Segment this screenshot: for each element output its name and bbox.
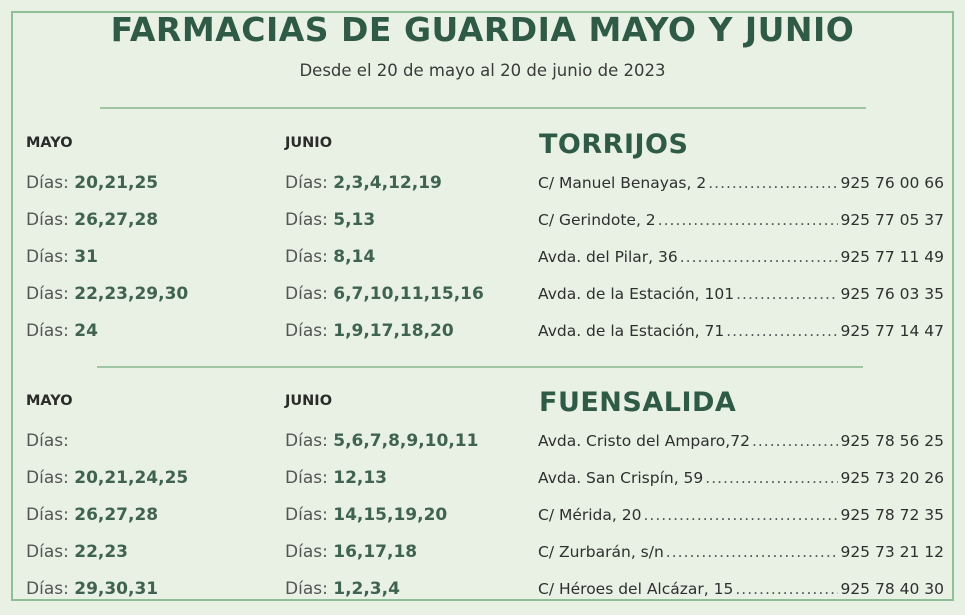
dot-leader — [726, 322, 838, 340]
town-name: TORRIJOS — [539, 129, 689, 160]
dot-leader — [658, 211, 839, 229]
days-label: Días: — [26, 247, 69, 267]
town-name: FUENSALIDA — [539, 387, 737, 418]
pharmacy-row — [538, 580, 944, 598]
june-days-value: 8,14 — [333, 247, 376, 267]
dot-leader — [708, 174, 838, 192]
days-label: Días: — [26, 505, 69, 525]
june-days-row — [285, 173, 442, 193]
pharmacy-address: Avda. de la Estación, 71 — [538, 322, 725, 340]
page-subtitle: Desde el 20 de mayo al 20 de junio de 2023 — [299, 61, 666, 80]
pharmacy-row — [538, 174, 944, 192]
may-days-row — [26, 468, 188, 488]
days-label: Días: — [285, 468, 328, 488]
may-days-value: 24 — [74, 321, 98, 341]
june-days-row — [285, 321, 454, 341]
pharmacy-address: Avda. de la Estación, 101 — [538, 285, 735, 303]
pharmacy-address: C/ Manuel Benayas, 2 — [538, 174, 707, 192]
days-label: Días: — [26, 210, 69, 230]
dot-leader — [752, 432, 839, 450]
dot-leader — [735, 580, 838, 598]
june-days-value: 6,7,10,11,15,16 — [333, 284, 484, 304]
dot-leader — [643, 506, 838, 524]
june-days-value: 1,2,3,4 — [333, 579, 400, 599]
pharmacy-address: Avda. San Crispín, 59 — [538, 469, 704, 487]
june-days-value: 16,17,18 — [333, 542, 418, 562]
pharmacy-row — [538, 543, 944, 561]
pharmacy-row — [538, 285, 944, 303]
days-label: Días: — [26, 579, 69, 599]
pharmacy-row — [538, 432, 944, 450]
june-days-value: 12,13 — [333, 468, 388, 488]
may-days-value: 31 — [74, 247, 98, 267]
days-label: Días: — [26, 431, 69, 451]
may-days-value: 20,21,24,25 — [74, 468, 189, 488]
may-days-value: 22,23,29,30 — [74, 284, 189, 304]
pharmacy-address: Avda. Cristo del Amparo,72 — [538, 432, 750, 450]
pharmacy-row — [538, 469, 944, 487]
pharmacy-phone: 925 78 56 25 — [840, 432, 944, 450]
days-label: Días: — [285, 505, 328, 525]
june-days-row — [285, 431, 478, 451]
may-days-row — [26, 505, 158, 525]
days-label: Días: — [26, 321, 69, 341]
june-days-row — [285, 210, 375, 230]
june-column-header: JUNIO — [285, 393, 333, 409]
dot-leader — [666, 543, 839, 561]
days-label: Días: — [285, 321, 328, 341]
may-days-value: 20,21,25 — [74, 173, 159, 193]
days-label: Días: — [285, 284, 328, 304]
june-days-row — [285, 505, 447, 525]
pharmacy-phone: 925 78 40 30 — [840, 580, 944, 598]
pharmacy-phone: 925 77 14 47 — [840, 322, 944, 340]
may-days-row — [26, 284, 188, 304]
june-days-row — [285, 579, 400, 599]
pharmacy-phone: 925 77 11 49 — [840, 248, 944, 266]
pharmacy-phone: 925 73 20 26 — [840, 469, 944, 487]
days-label: Días: — [285, 431, 328, 451]
may-days-value: 29,30,31 — [74, 579, 159, 599]
pharmacy-address: C/ Mérida, 20 — [538, 506, 642, 524]
may-column-header: MAYO — [26, 393, 73, 409]
may-days-row — [26, 542, 128, 562]
may-days-row — [26, 321, 98, 341]
days-label: Días: — [285, 579, 328, 599]
pharmacy-phone: 925 77 05 37 — [840, 211, 944, 229]
may-days-row — [26, 247, 98, 267]
divider-middle — [97, 366, 863, 368]
days-label: Días: — [26, 468, 69, 488]
june-days-row — [285, 284, 484, 304]
divider-top — [100, 107, 866, 109]
may-days-value: 26,27,28 — [74, 505, 159, 525]
june-days-row — [285, 247, 375, 267]
pharmacy-phone: 925 73 21 12 — [840, 543, 944, 561]
pharmacy-row — [538, 211, 944, 229]
days-label: Días: — [26, 542, 69, 562]
june-days-row — [285, 468, 387, 488]
june-column-header: JUNIO — [285, 135, 333, 151]
may-days-value: 26,27,28 — [74, 210, 159, 230]
june-days-value: 14,15,19,20 — [333, 505, 448, 525]
pharmacy-phone: 925 76 03 35 — [840, 285, 944, 303]
june-days-value: 2,3,4,12,19 — [333, 173, 442, 193]
pharmacy-row — [538, 506, 944, 524]
may-column-header: MAYO — [26, 135, 73, 151]
pharmacy-address: C/ Gerindote, 2 — [538, 211, 656, 229]
pharmacy-address: C/ Zurbarán, s/n — [538, 543, 664, 561]
may-days-row — [26, 173, 158, 193]
may-days-row — [26, 579, 158, 599]
pharmacy-row — [538, 322, 944, 340]
pharmacy-phone: 925 76 00 66 — [840, 174, 944, 192]
june-days-value: 5,13 — [333, 210, 376, 230]
days-label: Días: — [285, 210, 328, 230]
days-label: Días: — [26, 284, 69, 304]
dot-leader — [705, 469, 838, 487]
days-label: Días: — [285, 542, 328, 562]
pharmacy-phone: 925 78 72 35 — [840, 506, 944, 524]
days-label: Días: — [285, 247, 328, 267]
days-label: Días: — [26, 173, 69, 193]
june-days-row — [285, 542, 417, 562]
pharmacy-row — [538, 248, 944, 266]
page-title: FARMACIAS DE GUARDIA MAYO Y JUNIO — [110, 10, 855, 49]
may-days-row — [26, 210, 158, 230]
pharmacy-address: C/ Héroes del Alcázar, 15 — [538, 580, 734, 598]
may-days-row — [26, 431, 69, 451]
dot-leader — [736, 285, 838, 303]
june-days-value: 5,6,7,8,9,10,11 — [333, 431, 479, 451]
dot-leader — [680, 248, 839, 266]
june-days-value: 1,9,17,18,20 — [333, 321, 454, 341]
days-label: Días: — [285, 173, 328, 193]
may-days-value: 22,23 — [74, 542, 129, 562]
pharmacy-address: Avda. del Pilar, 36 — [538, 248, 678, 266]
